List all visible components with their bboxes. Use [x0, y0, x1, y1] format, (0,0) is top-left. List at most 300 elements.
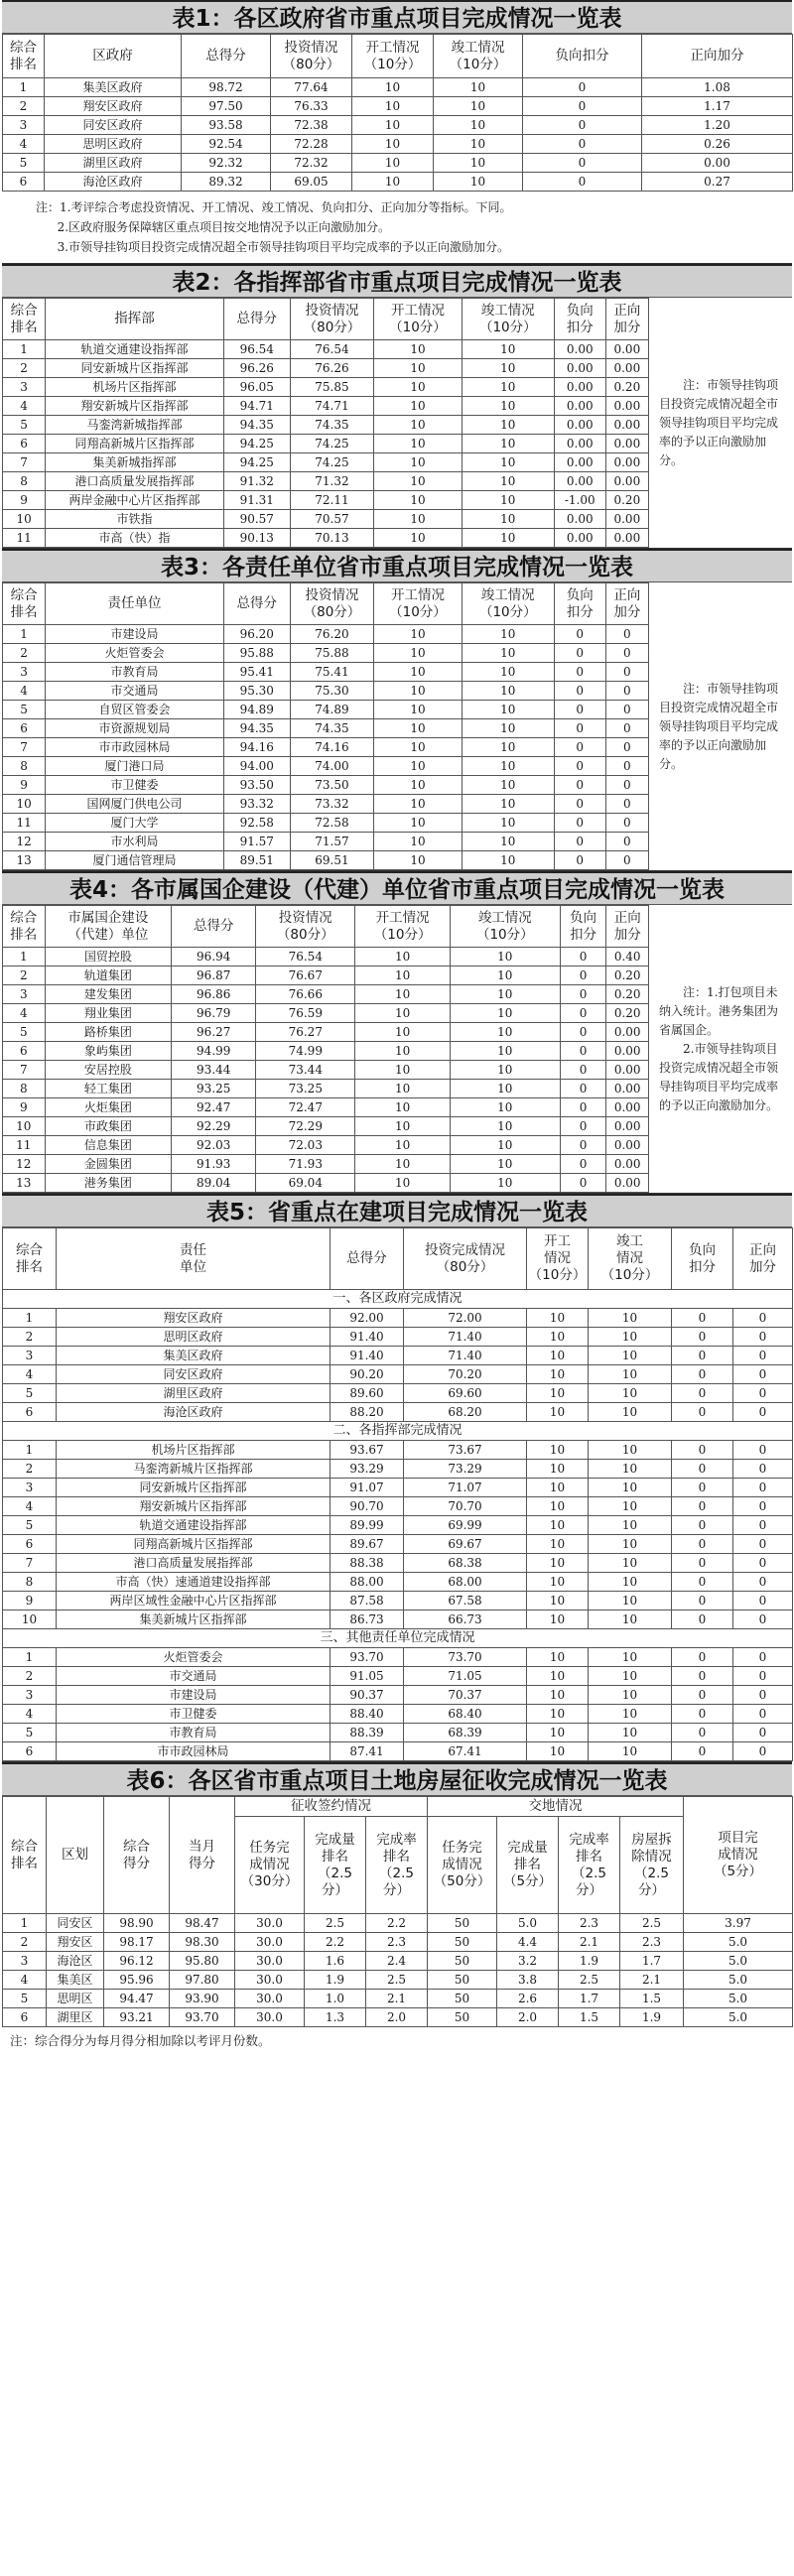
column-header: 区划 — [47, 1797, 104, 1914]
table-cell: 10 — [462, 453, 554, 472]
table-cell: 73.67 — [404, 1441, 527, 1460]
table-cell: 10 — [589, 1648, 672, 1667]
table-cell: 72.38 — [271, 116, 352, 135]
column-header: 市属国企建设 （代建）单位 — [45, 906, 172, 948]
table-cell: 10 — [589, 1384, 672, 1403]
table-cell: 96.79 — [172, 1004, 256, 1023]
table-4-notes — [649, 905, 792, 1193]
table-cell: 91.40 — [331, 1347, 404, 1365]
table-row — [3, 1479, 793, 1497]
table-row — [3, 1023, 649, 1042]
table-cell: 0 — [605, 644, 648, 663]
table-cell: 0 — [672, 1384, 733, 1403]
name-cell: 轻工集团 — [45, 1080, 172, 1098]
table-cell: 10 — [589, 1667, 672, 1686]
table-cell: 69.99 — [404, 1516, 527, 1535]
table-cell: 86.73 — [331, 1610, 404, 1629]
column-header: 投资完成情况 （80分） — [404, 1228, 527, 1290]
table-cell: 10 — [374, 472, 463, 491]
table-cell: 4 — [3, 1705, 57, 1724]
table-cell: 1.7 — [620, 1952, 684, 1971]
table-cell: 10 — [462, 851, 554, 870]
column-header: 综合 排名 — [3, 35, 45, 78]
table-cell: 10 — [451, 1004, 561, 1023]
name-cell: 海沧区 — [47, 1952, 104, 1971]
table-cell: 10 — [589, 1441, 672, 1460]
table-cell: 0 — [560, 985, 606, 1004]
table-row — [3, 472, 649, 491]
table-cell: 10 — [355, 1098, 451, 1117]
table-cell: 10 — [451, 985, 561, 1004]
table-cell: 69.67 — [404, 1535, 527, 1554]
table-cell: 0 — [605, 682, 648, 701]
table-cell: 10 — [374, 340, 463, 359]
table-cell: 6 — [3, 719, 46, 738]
name-cell: 集美区政府 — [57, 1347, 331, 1365]
table-row — [3, 1592, 793, 1610]
table-cell: 10 — [589, 1742, 672, 1761]
table-4 — [2, 905, 649, 1193]
table-cell: 10 — [589, 1309, 672, 1328]
table-cell: 0 — [672, 1742, 733, 1761]
table-cell: 91.07 — [331, 1479, 404, 1497]
table-cell: 0 — [605, 814, 648, 833]
table-cell: 68.20 — [404, 1403, 527, 1422]
table-cell: 10 — [451, 1080, 561, 1098]
column-header: 负向 扣分 — [554, 583, 605, 625]
table-cell: 70.70 — [404, 1497, 527, 1516]
table-cell: 10 — [374, 682, 463, 701]
table-cell: 10 — [589, 1497, 672, 1516]
table-cell: 1.5 — [620, 1990, 684, 2008]
table-cell: 94.35 — [223, 416, 290, 435]
table-cell: 0 — [554, 663, 605, 682]
table-cell: 88.00 — [331, 1573, 404, 1592]
table-cell: 30.0 — [235, 2008, 305, 2027]
table-cell: 73.32 — [290, 795, 373, 814]
table-cell: 10 — [462, 529, 554, 548]
table-cell: 0 — [523, 78, 642, 97]
table-cell: 50 — [428, 2008, 497, 2027]
table-cell: 5 — [3, 701, 46, 719]
table-cell: 2 — [3, 97, 45, 116]
table-cell: 0.00 — [554, 340, 605, 359]
name-cell: 市铁指 — [46, 510, 224, 529]
table-cell: 1.5 — [559, 2008, 620, 2027]
column-header: 投资情况 （80分） — [271, 35, 352, 78]
column-header: 投资情况 （80分） — [256, 906, 355, 948]
table-row — [3, 1460, 793, 1479]
table-cell: 13 — [3, 851, 46, 870]
table-cell: 1.20 — [642, 116, 793, 135]
table-cell: 9 — [3, 1592, 57, 1610]
column-header: 总得分 — [223, 583, 290, 625]
table-1-title: 表1：各区政府省市重点项目完成情况一览表 — [2, 0, 792, 34]
table-cell: 2 — [3, 359, 46, 378]
table-cell: 10 — [374, 738, 463, 757]
table-cell: 0 — [733, 1328, 793, 1347]
table-cell: 94.89 — [223, 701, 290, 719]
table-cell: 10 — [462, 795, 554, 814]
column-header: 正向 加分 — [605, 299, 648, 340]
table-cell: 3 — [3, 1952, 47, 1971]
table-cell: 5.0 — [684, 1971, 793, 1990]
table-cell: 30.0 — [235, 1914, 305, 1933]
table-cell: 10 — [462, 435, 554, 453]
table-6 — [2, 1796, 793, 2027]
table-cell: 92.03 — [172, 1136, 256, 1155]
table-cell: 2.3 — [559, 1914, 620, 1933]
table-cell: 0 — [733, 1309, 793, 1328]
table-row — [3, 529, 649, 548]
table-cell: 2.1 — [366, 1990, 428, 2008]
table-cell: 72.00 — [404, 1309, 527, 1328]
table-cell: 71.05 — [404, 1667, 527, 1686]
table-cell: 7 — [3, 1061, 46, 1080]
table-cell: 10 — [355, 1042, 451, 1061]
column-header: 竣工情况 （10分） — [434, 35, 523, 78]
name-cell: 同安新城片区指挥部 — [46, 359, 224, 378]
table-cell: 0.00 — [605, 510, 648, 529]
table-cell: 94.25 — [223, 453, 290, 472]
table-cell: 0.00 — [605, 340, 648, 359]
table-cell: 0.00 — [606, 1061, 649, 1080]
table-cell: 68.39 — [404, 1724, 527, 1742]
table-cell: 0 — [554, 644, 605, 663]
table-cell: 10 — [374, 833, 463, 851]
table-cell: 96.86 — [172, 985, 256, 1004]
table-cell: 72.29 — [256, 1117, 355, 1136]
table-cell: 92.29 — [172, 1117, 256, 1136]
name-cell: 同安区 — [47, 1914, 104, 1933]
table-cell: 73.25 — [256, 1080, 355, 1098]
table-row — [3, 738, 649, 757]
table-cell: 10 — [374, 435, 463, 453]
table-row — [3, 1724, 793, 1742]
table-cell: 93.21 — [104, 2008, 170, 2027]
name-cell: 象屿集团 — [45, 1042, 172, 1061]
table-3-section — [2, 549, 792, 871]
column-group-header: 征收签约情况 — [235, 1797, 428, 1817]
table-cell: 10 — [374, 719, 463, 738]
table-cell: 0 — [554, 682, 605, 701]
name-cell: 同安区政府 — [45, 116, 182, 135]
table-cell: 12 — [3, 833, 46, 851]
table-cell: 2.5 — [305, 1914, 366, 1933]
table-cell: 10 — [527, 1441, 589, 1460]
table-cell: 0 — [672, 1403, 733, 1422]
table-4-title: 表4：各市属国企建设（代建）单位省市重点项目完成情况一览表 — [2, 871, 792, 905]
table-cell: 0 — [560, 1042, 606, 1061]
table-cell: 50 — [428, 1952, 497, 1971]
table-cell: 0.00 — [554, 397, 605, 416]
table-cell: 89.51 — [223, 851, 290, 870]
table-row — [3, 776, 649, 795]
table-cell: 74.00 — [290, 757, 373, 776]
table-cell: 94.47 — [104, 1990, 170, 2008]
table-cell: 10 — [352, 116, 434, 135]
table-cell: 10 — [374, 491, 463, 510]
table-cell: 77.64 — [271, 78, 352, 97]
table-cell: 1.9 — [620, 2008, 684, 2027]
table-cell: 10 — [451, 1098, 561, 1117]
table-cell: 92.47 — [172, 1098, 256, 1117]
name-cell: 市市政园林局 — [46, 738, 224, 757]
table-cell: 0 — [733, 1347, 793, 1365]
table-cell: 0.00 — [606, 1080, 649, 1098]
table-cell: 0 — [672, 1667, 733, 1686]
table-cell: 75.41 — [290, 663, 373, 682]
table-cell: 5 — [3, 1023, 46, 1042]
name-cell: 翔业集团 — [45, 1004, 172, 1023]
table-cell: 10 — [352, 154, 434, 173]
table-cell: 96.26 — [223, 359, 290, 378]
name-cell: 翔安新城片区指挥部 — [46, 397, 224, 416]
table-cell: 91.05 — [331, 1667, 404, 1686]
name-cell: 两岸金融中心片区指挥部 — [46, 491, 224, 510]
table-row — [3, 948, 649, 966]
column-header: 投资情况 （80分） — [290, 299, 373, 340]
table-cell: 10 — [374, 663, 463, 682]
table-cell: 10 — [355, 1080, 451, 1098]
table-cell: 1.9 — [559, 1952, 620, 1971]
table-cell: 0 — [733, 1724, 793, 1742]
table-cell: 96.05 — [223, 378, 290, 397]
table-cell: 10 — [374, 814, 463, 833]
table-cell: 50 — [428, 1990, 497, 2008]
note-line: 2.市领导挂钩项目投资完成情况超全市领导挂钩项目平均完成率的予以正向激励加分。 — [659, 1041, 779, 1112]
table-cell: 0 — [605, 757, 648, 776]
table-cell: 11 — [3, 1136, 46, 1155]
table-cell: 70.37 — [404, 1686, 527, 1705]
table-cell: 10 — [589, 1347, 672, 1365]
name-cell: 同安新城片区指挥部 — [57, 1479, 331, 1497]
table-cell: 10 — [3, 1117, 46, 1136]
column-header: 任务完 成情况 （50分） — [428, 1817, 497, 1914]
table-cell: 10 — [352, 97, 434, 116]
group-row — [3, 1290, 793, 1309]
table-cell: 68.40 — [404, 1705, 527, 1724]
table-cell: 0 — [560, 1155, 606, 1174]
table-cell: 0.27 — [642, 173, 793, 192]
table-row — [3, 1347, 793, 1365]
table-cell: 10 — [462, 776, 554, 795]
table-cell: 1.17 — [642, 97, 793, 116]
table-cell: 10 — [527, 1705, 589, 1724]
table-cell: 0 — [733, 1460, 793, 1479]
name-cell: 安居控股 — [45, 1061, 172, 1080]
table-cell: 10 — [462, 663, 554, 682]
table-cell: 5.0 — [684, 2008, 793, 2027]
table-cell: 10 — [451, 1136, 561, 1155]
note-line: 2.区政府服务保障辖区重点项目按交地情况予以正向激励加分。 — [57, 220, 391, 234]
table-cell: 1.9 — [305, 1971, 366, 1990]
table-cell: 90.37 — [331, 1686, 404, 1705]
table-cell: 50 — [428, 1971, 497, 1990]
table-cell: 92.58 — [223, 814, 290, 833]
table-cell: 10 — [589, 1460, 672, 1479]
table-row — [3, 154, 793, 173]
column-header: 竣工情况 （10分） — [462, 583, 554, 625]
column-header: 开工情况 （10分） — [355, 906, 451, 948]
table-cell: 2 — [3, 1328, 57, 1347]
table-cell: 10 — [527, 1403, 589, 1422]
table-cell: 0 — [733, 1705, 793, 1724]
table-cell: 9 — [3, 776, 46, 795]
table-row — [3, 397, 649, 416]
column-header: 项目完 成情况 （5分） — [684, 1797, 793, 1914]
table-cell: 0.00 — [554, 510, 605, 529]
table-cell: 10 — [462, 378, 554, 397]
table-cell: 3.97 — [684, 1914, 793, 1933]
table-cell: 94.25 — [223, 435, 290, 453]
table-cell: 0 — [560, 1136, 606, 1155]
column-header: 完成率 排名 （2.5 分） — [366, 1817, 428, 1914]
name-cell: 市高（快）速通道建设指挥部 — [57, 1573, 331, 1592]
table-cell: 10 — [589, 1403, 672, 1422]
table-cell: 1 — [3, 625, 46, 644]
table-cell: 0 — [560, 1117, 606, 1136]
table-cell: 0 — [733, 1403, 793, 1422]
table-cell: 0.00 — [554, 359, 605, 378]
name-cell: 自贸区管委会 — [46, 701, 224, 719]
table-cell: 10 — [451, 1061, 561, 1080]
table-cell: 6 — [3, 173, 45, 192]
table-row — [3, 1136, 649, 1155]
column-header: 房屋拆 除情况 （2.5 分） — [620, 1817, 684, 1914]
table-cell: 6 — [3, 1403, 57, 1422]
table-cell: 12 — [3, 1155, 46, 1174]
table-cell: 10 — [434, 78, 523, 97]
table-cell: 10 — [374, 416, 463, 435]
table-cell: 74.89 — [290, 701, 373, 719]
table-cell: 10 — [451, 1023, 561, 1042]
table-cell: 0 — [605, 851, 648, 870]
table-cell: 10 — [527, 1497, 589, 1516]
table-cell: 10 — [355, 1004, 451, 1023]
table-cell: 10 — [374, 359, 463, 378]
name-cell: 港口高质量发展指挥部 — [57, 1554, 331, 1573]
table-cell: 2.4 — [366, 1952, 428, 1971]
table-cell: 0.20 — [605, 491, 648, 510]
table-cell: 0 — [605, 625, 648, 644]
table-cell: 10 — [434, 173, 523, 192]
table-row — [3, 78, 793, 97]
table-cell: 10 — [462, 359, 554, 378]
table-row — [3, 1667, 793, 1686]
table-cell: 75.88 — [290, 644, 373, 663]
name-cell: 火炬管委会 — [57, 1648, 331, 1667]
table-cell: 93.44 — [172, 1061, 256, 1080]
table-cell: 0 — [605, 663, 648, 682]
table-cell: 76.54 — [290, 340, 373, 359]
table-cell: 89.32 — [182, 173, 271, 192]
name-cell: 信息集团 — [45, 1136, 172, 1155]
table-cell: 93.32 — [223, 795, 290, 814]
table-row — [3, 1004, 649, 1023]
table-cell: 10 — [374, 757, 463, 776]
table-cell: 93.67 — [331, 1441, 404, 1460]
table-cell: 2.5 — [366, 1971, 428, 1990]
table-cell: 0 — [672, 1479, 733, 1497]
table-cell: 10 — [355, 1023, 451, 1042]
table-cell: 10 — [355, 1117, 451, 1136]
table-cell: 0 — [523, 173, 642, 192]
name-cell: 市水利局 — [46, 833, 224, 851]
table-cell: 0 — [560, 1080, 606, 1098]
table-row — [3, 757, 649, 776]
table-cell: 10 — [527, 1535, 589, 1554]
name-cell: 集美区政府 — [45, 78, 182, 97]
table-cell: 0 — [554, 776, 605, 795]
table-cell: 73.44 — [256, 1061, 355, 1080]
table-cell: 10 — [527, 1328, 589, 1347]
table-cell: 8 — [3, 472, 46, 491]
table-cell: 10 — [374, 851, 463, 870]
table-row — [3, 1971, 793, 1990]
table-cell: 74.16 — [290, 738, 373, 757]
table-cell: 2.2 — [366, 1914, 428, 1933]
table-cell: 0 — [554, 814, 605, 833]
table-cell: 93.25 — [172, 1080, 256, 1098]
table-cell: 74.71 — [290, 397, 373, 416]
table-cell: 0 — [605, 833, 648, 851]
table-row — [3, 2008, 793, 2027]
table-cell: 0 — [672, 1705, 733, 1724]
table-header-row — [3, 1228, 793, 1290]
table-cell: 94.99 — [172, 1042, 256, 1061]
table-cell: 0.00 — [605, 359, 648, 378]
table-2-title: 表2：各指挥部省市重点项目完成情况一览表 — [2, 264, 792, 298]
table-cell: 76.54 — [256, 948, 355, 966]
table-cell: 76.67 — [256, 966, 355, 985]
table-cell: 7 — [3, 738, 46, 757]
table-cell: 11 — [3, 814, 46, 833]
table-cell: 88.20 — [331, 1403, 404, 1422]
table-row — [3, 1441, 793, 1460]
column-header: 开工情况 （10分） — [352, 35, 434, 78]
table-cell: 5 — [3, 1990, 47, 2008]
table-row — [3, 795, 649, 814]
name-cell: 翔安新城片区指挥部 — [57, 1497, 331, 1516]
table-cell: 89.04 — [172, 1174, 256, 1193]
table-cell: 4 — [3, 1004, 46, 1023]
table-cell: 0 — [554, 738, 605, 757]
table-cell: 74.35 — [290, 416, 373, 435]
table-cell: 10 — [355, 985, 451, 1004]
table-cell: 0 — [672, 1441, 733, 1460]
table-row — [3, 1403, 793, 1422]
table-cell: 97.50 — [182, 97, 271, 116]
table-cell: 0.00 — [605, 453, 648, 472]
table-cell: 0 — [672, 1347, 733, 1365]
table-cell: 96.87 — [172, 966, 256, 985]
table-cell: 10 — [462, 340, 554, 359]
table-row — [3, 1554, 793, 1573]
table-cell: 10 — [352, 78, 434, 97]
table-cell: 0.00 — [605, 472, 648, 491]
column-header: 投资情况 （80分） — [290, 583, 373, 625]
table-cell: 95.80 — [170, 1952, 235, 1971]
column-header: 完成量 排名 （2.5 分） — [305, 1817, 366, 1914]
table-cell: 0 — [733, 1667, 793, 1686]
table-cell: 10 — [374, 701, 463, 719]
table-cell: 96.94 — [172, 948, 256, 966]
name-cell: 金圆集团 — [45, 1155, 172, 1174]
table-cell: 89.60 — [331, 1384, 404, 1403]
table-cell: 1 — [3, 78, 45, 97]
name-cell: 市政集团 — [45, 1117, 172, 1136]
